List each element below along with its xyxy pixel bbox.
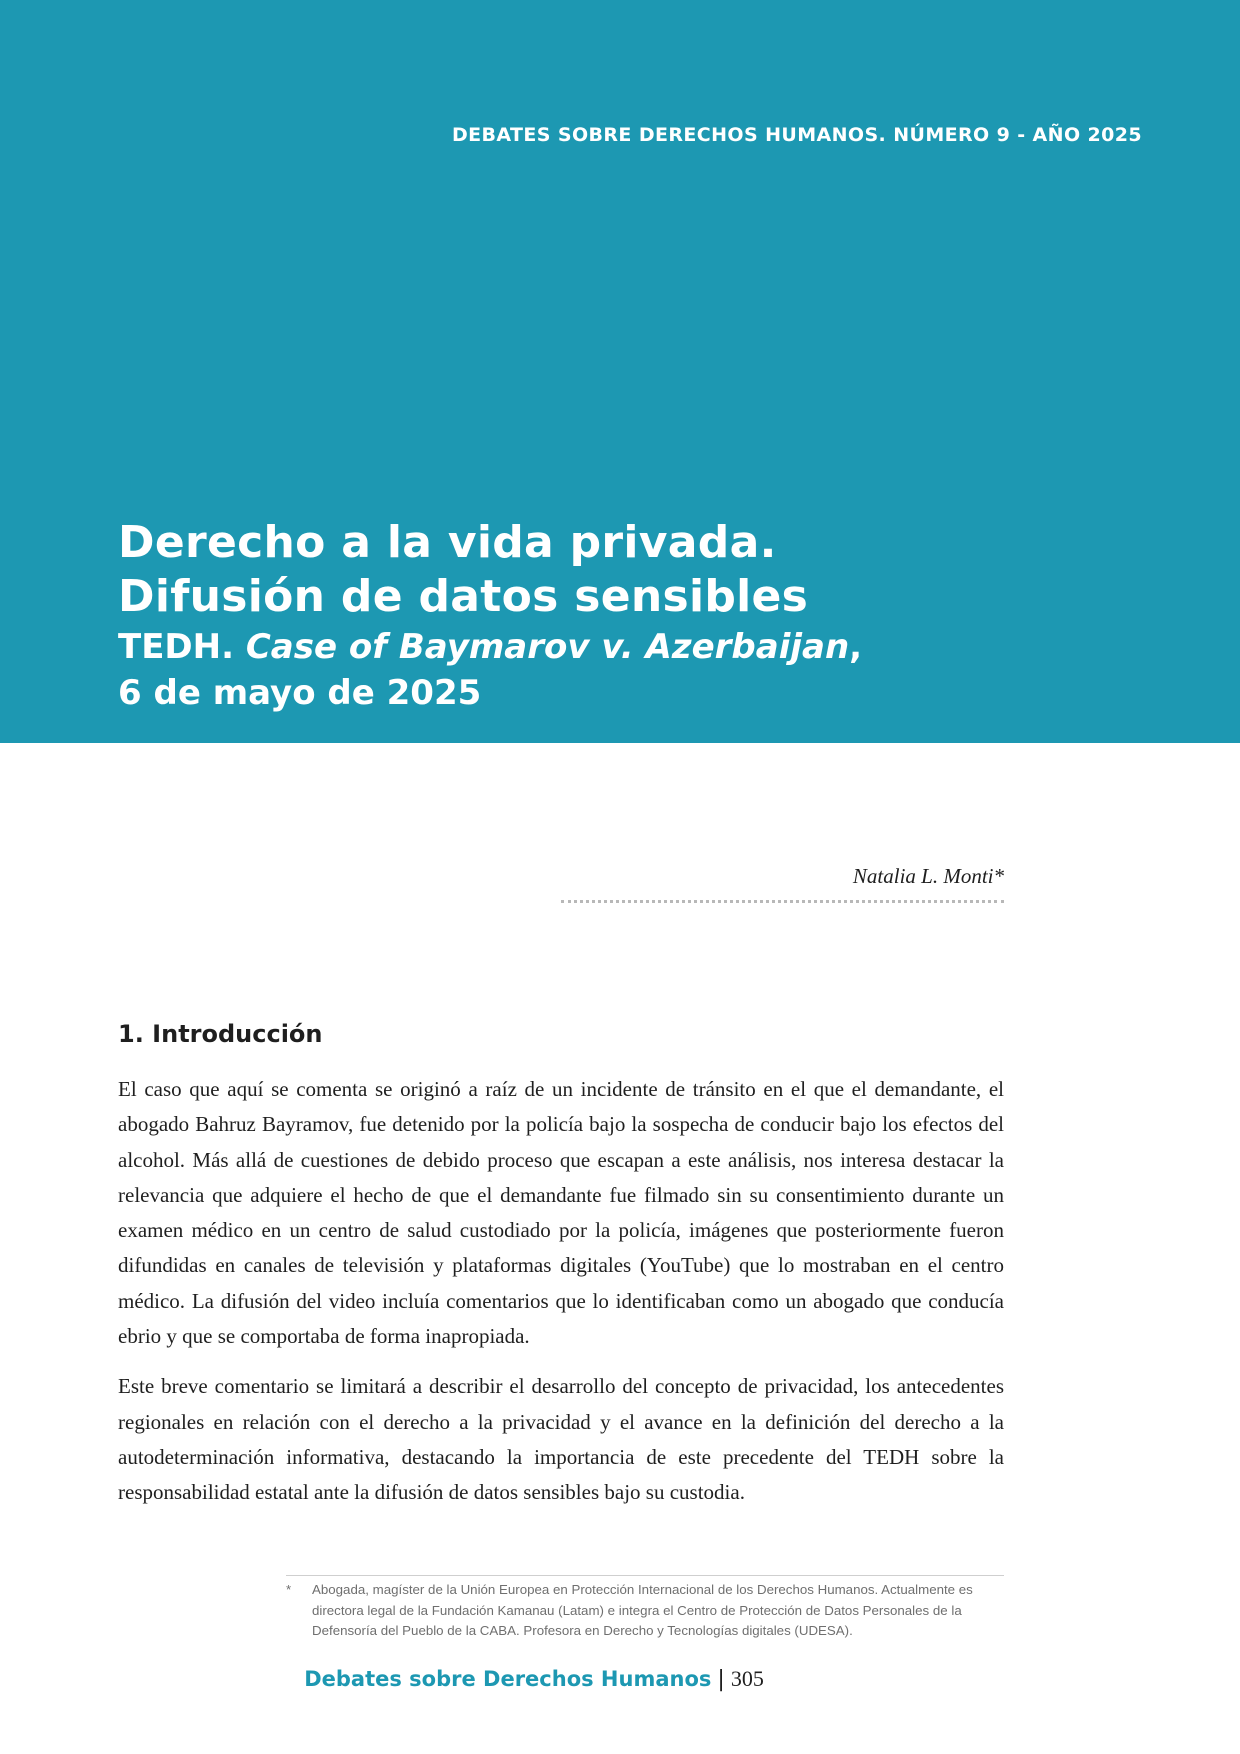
page-footer	[0, 1666, 1068, 1692]
subtitle-comma: ,	[849, 627, 863, 667]
paragraph-1: El caso que aquí se comenta se originó a raíz de un incidente de tránsito en el que el demandante, el abogado Bahruz Bayramov, fue detenido por la policía bajo la sospecha de conducir bajo los efectos del alcohol. Más allá de cuestiones de debido proceso que escapan a este análisis, nos interesa destacar la relevancia que adquiere el hecho de que el demandante fue filmado sin su consentimiento durante un examen médico en un centro de salud custodiado por la policía, imágenes que posteriormente fueron difundidas en canales de televisión y plataformas digitales (YouTube) que lo mostraban en el centro médico. La difusión del video incluía comentarios que lo identificaban como un abogado que conducía ebrio y que se comportaba de forma inapropiada.	[118, 1077, 1004, 1349]
footnote-text: Abogada, magíster de la Unión Europea en Protección Internacional de los Derechos Humanos. Actualmente es directora legal de la Fundación Kamanau (Latam) e integra el Centro de Protección de Datos Personales de la Defensoría del Pueblo de la CABA. Profesora en Derecho y Tecnologías digitales (UDESA).	[312, 1582, 973, 1638]
paragraph-2: Este breve comentario se limitará a describir el desarrollo del concepto de privacidad, los antecedentes regionales en relación con el derecho a la privacidad y el avance en la definición del derecho a la autodeterminación informativa, destacando la importancia de este precedente del TEDH sobre la responsabilidad estatal ante la difusión de datos sensibles bajo su custodia.	[118, 1374, 1004, 1505]
title-line-1: Derecho a la vida privada.	[118, 517, 777, 568]
header-banner	[0, 0, 1240, 743]
author-divider	[561, 900, 1004, 903]
title-line-2: Difusión de datos sensibles	[118, 571, 809, 622]
author-name: Natalia L. Monti*	[852, 864, 1004, 888]
footer-journal-name: Debates sobre Derechos Humanos	[304, 1667, 712, 1691]
page-number: 305	[730, 1666, 764, 1691]
body-text	[118, 1072, 1004, 1526]
case-name: Case of Baymarov v. Azerbaijan	[245, 627, 850, 667]
footnote-marker: *	[286, 1582, 292, 1597]
subtitle-line-1	[118, 624, 1138, 670]
subtitle-date: 6 de mayo de 2025	[118, 673, 482, 713]
section-heading: 1. Introducción	[118, 1020, 323, 1048]
footnote	[286, 1580, 1004, 1642]
footer-separator: |	[717, 1667, 725, 1692]
subtitle-prefix: TEDH.	[118, 627, 246, 667]
footnote-divider	[286, 1575, 1004, 1576]
article-title	[118, 516, 1138, 716]
journal-issue-header: DEBATES SOBRE DERECHOS HUMANOS. NÚMERO 9 - AÑO 2025	[451, 124, 1142, 146]
